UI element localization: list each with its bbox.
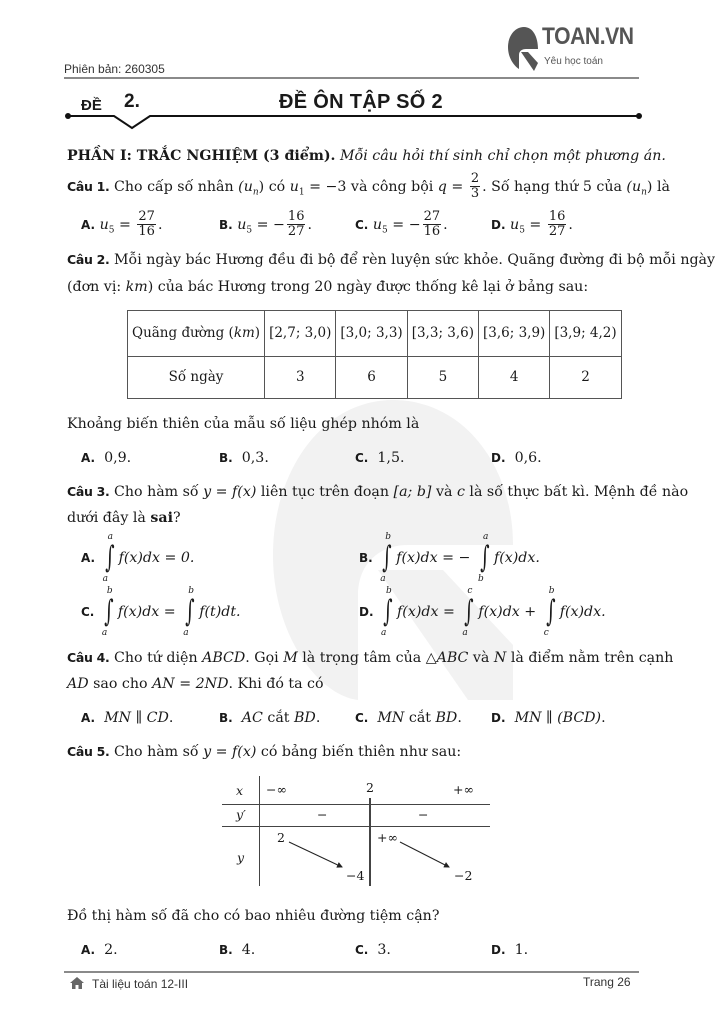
question-2-line-2 [67, 279, 588, 296]
integral-lower: a [183, 628, 189, 638]
q4-text: . Gọi [245, 650, 284, 666]
option-math: f(x)dx = [117, 604, 176, 620]
integral-upper: b [106, 586, 113, 596]
question-label: Câu 1. [67, 178, 110, 194]
q1-text: = [446, 178, 468, 195]
q3-option-c[interactable] [81, 586, 241, 638]
fraction [137, 210, 156, 240]
q3-text: liên tục trên đoạn [256, 484, 394, 500]
option-text: 0,3. [241, 450, 269, 466]
integral-upper: b [386, 586, 392, 596]
section-heading [67, 148, 666, 165]
q3-option-b[interactable] [359, 532, 540, 584]
q3-text: là số thực bất kì. Mệnh đề nào [464, 484, 689, 500]
y-value: −2 [454, 868, 473, 883]
table-cell: 6 [336, 357, 407, 399]
option-math: f(x)dx = [397, 604, 455, 620]
q2-text: ) của bác Hương trong 20 ngày được thống kê lại ở bảng sau: [147, 279, 589, 295]
q4-math: ABCD [202, 650, 246, 666]
option-text: . [601, 710, 606, 726]
option-text: 0,6. [514, 450, 542, 466]
table-cell: 3 [265, 357, 336, 399]
option-text: 3. [377, 942, 391, 958]
integral-upper: b [385, 532, 391, 542]
de-number: 2. [124, 91, 140, 112]
q5-prompt: Đồ thị hàm số đã cho có bao nhiêu đường tiệm cận? [67, 908, 440, 924]
option-label: A. [81, 711, 96, 725]
q1-text: ) [258, 178, 265, 195]
y-value: 2 [277, 830, 285, 845]
q4-option-d[interactable] [491, 710, 606, 727]
q4-text: và [468, 650, 494, 666]
option-label: D. [491, 217, 506, 232]
question-label: Câu 3. [67, 484, 110, 499]
fraction [470, 172, 480, 202]
q4-math: N [493, 650, 507, 666]
option-sign: − [273, 216, 285, 233]
q1-text: = −3 và công bội [304, 178, 438, 195]
fraction [423, 210, 442, 240]
version-label: Phiên bản: 260305 [64, 62, 165, 76]
q4-option-a[interactable] [81, 710, 173, 727]
q2-option-d[interactable] [491, 450, 542, 467]
denominator: 27 [287, 224, 305, 240]
integral-lower: b [477, 574, 484, 584]
q4-option-b[interactable] [219, 710, 320, 727]
option-text: 1. [514, 942, 529, 958]
q5-option-c[interactable] [355, 942, 391, 959]
denominator: 3 [470, 186, 480, 202]
y-value: −4 [346, 868, 365, 883]
option-math: (BCD) [557, 710, 602, 726]
q1-math: q [437, 178, 447, 195]
integral-sign: ∫ c a [462, 586, 474, 638]
q1-option-d[interactable]: D. $u_5$ = $\frac{16}{27}$ . [491, 209, 573, 240]
integral-lower: a [381, 628, 387, 638]
option-sub: 5 [108, 225, 115, 236]
q3-option-a[interactable] [81, 532, 195, 584]
toanvn-logo [506, 22, 666, 76]
q5-option-a[interactable] [81, 942, 118, 959]
sign-value: − [317, 807, 328, 822]
option-text: ∥ [131, 710, 147, 726]
footer-left [70, 977, 188, 991]
q4-math: AN = 2ND [152, 676, 229, 692]
numerator: 16 [548, 209, 566, 224]
q3-text: Cho hàm số [114, 484, 204, 500]
option-math: u [99, 216, 109, 233]
q5-text: có bảng biến thiên như sau: [256, 744, 462, 760]
question-4 [67, 650, 673, 667]
option-text: 2. [104, 942, 118, 958]
table-cell: [3,0; 3,3) [336, 311, 407, 357]
option-math: MN [104, 710, 132, 726]
integral-sign: ∫ b c [543, 586, 556, 638]
q4-math: M [283, 650, 298, 666]
option-text: 0,9. [104, 450, 132, 466]
q1-text: ) [646, 178, 653, 195]
option-text: . [168, 710, 174, 726]
table-cell: 5 [407, 357, 478, 399]
option-math: f(x)dx. [559, 604, 606, 620]
table-header-cell: Số ngày [128, 357, 265, 399]
integral-upper: b [188, 586, 194, 596]
q2-unit: km [125, 279, 148, 295]
numerator: 27 [138, 209, 155, 224]
integral-upper: a [482, 532, 489, 542]
table-cell: [3,6; 3,9) [479, 311, 550, 357]
option-sub: 5 [519, 225, 525, 236]
integral-lower: a [380, 574, 386, 584]
q2-prompt: Khoảng biến thiên của mẫu số liệu ghép nhóm là [67, 416, 420, 432]
q2-text: (đơn vị: [67, 279, 126, 295]
option-label: C. [355, 943, 369, 957]
integral-lower: a [101, 628, 108, 638]
q5-math: y = f(x) [203, 744, 257, 760]
sign-value: − [418, 807, 429, 822]
option-sign: − [408, 216, 421, 233]
q1-sub: 1 [298, 187, 305, 198]
header-rule [64, 77, 639, 79]
option-label: B. [359, 551, 373, 565]
option-label: D. [491, 451, 506, 465]
q4-option-c[interactable] [355, 710, 462, 727]
integral-lower: a [462, 628, 468, 638]
table-cell: [3,9; 4,2) [550, 311, 621, 357]
option-math: f(x)dx = − [396, 550, 471, 566]
numerator: 2 [470, 171, 480, 186]
option-label: C. [355, 217, 369, 232]
q1-text: là [652, 178, 670, 195]
home-icon [70, 977, 84, 989]
option-label: A. [81, 217, 96, 232]
q3-math: c [456, 484, 465, 500]
de-label: ĐỀ [81, 97, 102, 114]
table-row [128, 311, 622, 357]
logo-mark-icon [506, 25, 540, 73]
q3-math: y = f(x) [203, 484, 257, 500]
q5-text: Cho hàm số [114, 744, 204, 760]
q1-text: . Số hạng thứ 5 của [482, 178, 627, 195]
option-label: B. [219, 943, 233, 957]
q4-text: . Khi đó ta có [228, 676, 324, 692]
decreasing-arrow-left [289, 842, 342, 867]
footer-doc-title: Tài liệu toán 12-III [92, 977, 189, 991]
q2-option-b[interactable] [219, 450, 269, 467]
q1-text: có [264, 178, 290, 195]
table-cell: [2,7; 3,0) [265, 311, 336, 357]
integral-upper: b [548, 586, 555, 596]
option-label: C. [355, 451, 369, 465]
page-number: Trang 26 [583, 975, 631, 989]
option-label: B. [219, 451, 233, 465]
numerator: 27 [423, 209, 441, 224]
option-text: . [457, 710, 462, 726]
denominator: 27 [548, 224, 566, 240]
table-cell: 2 [550, 357, 621, 399]
integral-lower: a [102, 574, 108, 584]
table-header-cell [128, 311, 265, 357]
header-text: Quãng đường ( [132, 325, 234, 342]
q3-emphasis: sai [150, 510, 173, 526]
option-text: 1,5. [377, 450, 405, 466]
x-value: −∞ [266, 782, 287, 797]
q4-text: là điểm nằm trên cạnh [506, 650, 674, 666]
q4-math: △ABC [425, 650, 469, 666]
option-math: u [510, 216, 520, 233]
footer-rule [64, 971, 639, 973]
q1-math: (u [238, 178, 253, 195]
option-label: B. [219, 711, 233, 725]
q1-option-a[interactable]: A. $u_5$ = $\frac{27}{16}$ . [81, 209, 163, 240]
option-math: BD [294, 710, 316, 726]
option-math: u [372, 216, 383, 233]
q1-sub: n [252, 187, 259, 198]
q4-text: sao cho [88, 676, 153, 692]
integral-upper: c [467, 586, 473, 596]
variation-table [222, 776, 642, 886]
frequency-table [127, 310, 622, 399]
option-math: MN [514, 710, 542, 726]
y-value: +∞ [377, 830, 398, 845]
section-title: PHẦN I: TRẮC NGHIỆM (3 điểm). [67, 148, 336, 164]
q4-math: AD [67, 676, 89, 692]
question-3-line-2 [67, 510, 181, 527]
option-math: f(t)dt. [199, 604, 241, 620]
option-math: CD [146, 710, 169, 726]
variation-arrows [222, 776, 490, 886]
option-math: BD [435, 710, 458, 726]
q1-math: u [289, 178, 299, 195]
x-value: 2 [366, 780, 374, 795]
option-label: D. [491, 711, 506, 725]
integral-sign: ∫ a b [477, 532, 490, 584]
integral-sign: ∫ b a [183, 586, 195, 638]
option-math: f(x)dx. [493, 550, 540, 566]
q5-option-d[interactable] [491, 942, 528, 959]
fraction [287, 210, 306, 240]
q1-option-b[interactable]: B. $u_5$ = − $\frac{16}{27}$ . [219, 209, 312, 240]
option-label: A. [81, 451, 96, 465]
logo-title: TOAN.VN [542, 23, 634, 50]
fraction [548, 210, 567, 240]
q3-text: dưới đây là [67, 510, 151, 526]
q2-text: Mỗi ngày bác Hương đều đi bộ để rèn luyện sức khỏe. Quãng đường đi bộ mỗi ngày [114, 252, 716, 268]
integral-sign: ∫ a a [102, 532, 115, 584]
y-label: y [237, 850, 245, 865]
question-label: Câu 2. [67, 252, 110, 267]
option-label: A. [81, 551, 96, 565]
option-math: u [237, 216, 247, 233]
option-label: A. [81, 943, 96, 957]
exam-title-bar [64, 88, 644, 130]
table-cell: 4 [479, 357, 550, 399]
integral-sign: ∫ b a [381, 586, 393, 638]
option-label: D. [359, 605, 374, 619]
q5-option-b[interactable] [219, 942, 255, 959]
page-title: ĐỀ ÔN TẬP SỐ 2 [279, 91, 443, 113]
option-math: MN [377, 710, 405, 726]
q1-math: (u [626, 178, 642, 195]
option-label: D. [491, 943, 506, 957]
q1-option-c[interactable]: C. $u_5$ = − $\frac{27}{16}$ . [355, 209, 448, 240]
option-math: AC [241, 710, 263, 726]
header-text: ) [254, 325, 261, 342]
option-label: C. [355, 711, 369, 725]
denominator: 16 [138, 224, 155, 240]
option-math: f(x)dx = 0. [118, 550, 195, 566]
option-text: cắt [404, 710, 436, 726]
q2-option-a[interactable] [81, 450, 131, 467]
numerator: 16 [287, 209, 305, 224]
question-1 [67, 172, 670, 202]
q3-text: ? [172, 510, 181, 526]
option-label: B. [219, 217, 233, 232]
option-sub: 5 [246, 225, 253, 236]
option-sub: 5 [382, 225, 388, 236]
integral-sign: ∫ b a [101, 586, 114, 638]
q1-sub: n [641, 187, 647, 198]
x-label: x [236, 783, 244, 798]
option-label: C. [81, 605, 95, 619]
q1-text: Cho cấp số nhân [114, 178, 239, 195]
x-value: +∞ [453, 782, 474, 797]
option-text: ∥ [541, 710, 558, 726]
option-math: f(x)dx + [478, 604, 537, 620]
option-text: 4. [241, 942, 256, 958]
integral-lower: c [543, 628, 549, 638]
integral-sign: ∫ b a [380, 532, 392, 584]
section-instruction: Mỗi câu hỏi thí sinh chỉ chọn một phương án. [340, 148, 666, 164]
logo-subtitle: Yêu học toán [544, 56, 603, 67]
table-cell: [3,3; 3,6) [407, 311, 478, 357]
question-label: Câu 5. [67, 744, 110, 759]
q4-text: là trọng tâm của [297, 650, 426, 666]
decreasing-arrow-right [400, 842, 449, 867]
question-4-line-2 [67, 676, 324, 693]
integral-upper: a [107, 532, 113, 542]
question-5 [67, 744, 461, 761]
q3-text: và [431, 484, 457, 500]
option-text: cắt [262, 710, 294, 726]
question-label: Câu 4. [67, 650, 110, 665]
denominator: 16 [423, 224, 441, 240]
header-unit: km [233, 325, 255, 342]
table-row [128, 357, 622, 399]
option-text: . [315, 710, 321, 726]
q3-option-d[interactable] [359, 586, 606, 638]
q3-math: [a; b] [393, 484, 432, 500]
q2-option-c[interactable] [355, 450, 404, 467]
y-prime-label: y′ [236, 807, 246, 822]
q4-text: Cho tứ diện [114, 650, 203, 666]
question-2 [67, 252, 715, 269]
question-3 [67, 484, 688, 501]
